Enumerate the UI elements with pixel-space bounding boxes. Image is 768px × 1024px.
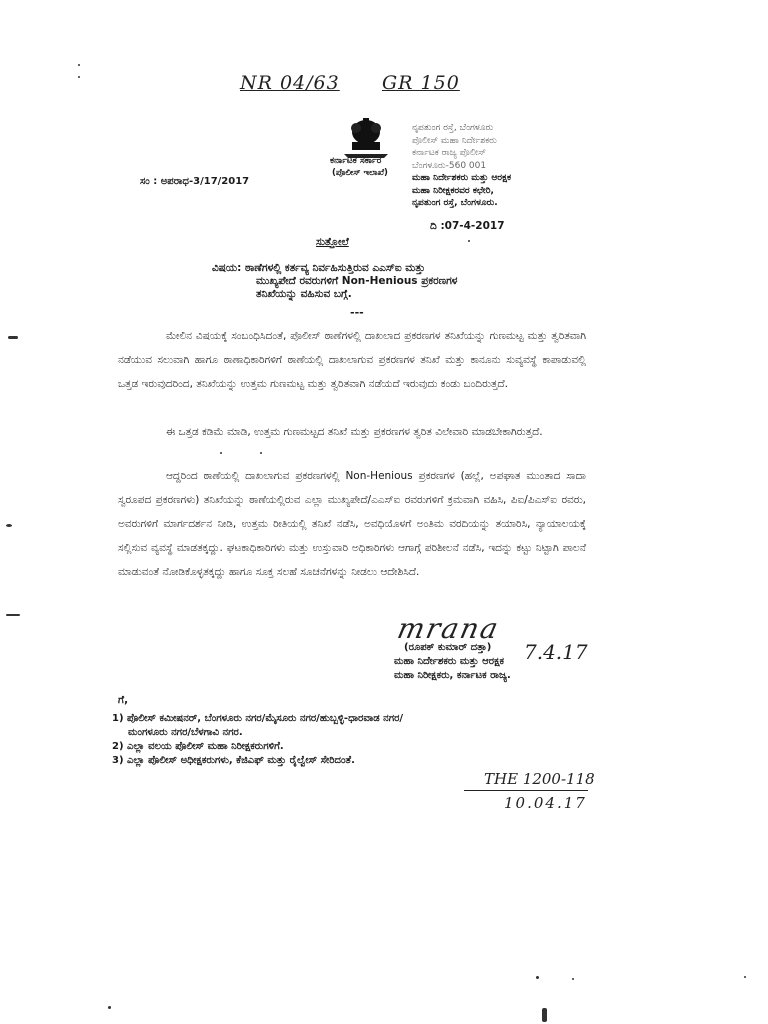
- subject-block: [212, 262, 572, 301]
- subject-line: ತನಿಖೆಯನ್ನು ವಹಿಸುವ ಬಗ್ಗೆ.: [256, 288, 352, 300]
- signatory-name: (ರೂಪಕ್ ಕುಮಾರ್ ದತ್ತಾ): [404, 642, 492, 653]
- distribution-heading: ಗೆ,: [118, 694, 129, 706]
- scan-speck: [108, 1006, 111, 1009]
- emblem-caption-1: ಕರ್ನಾಟಕ ಸರ್ಕಾರ: [330, 156, 382, 166]
- scan-speck: [542, 1008, 547, 1022]
- receipt-underline: [464, 790, 588, 791]
- scan-speck: [536, 976, 539, 979]
- file-ref-nr: NR 04/63: [240, 72, 340, 94]
- paragraph-2: ಈ ಒತ್ತಡ ಕಡಿಮೆ ಮಾಡಿ, ಉತ್ತಮ ಗುಣಮಟ್ಟದ ತನಿಖೆ ಮತ್ತು ಪ್ರಕರಣಗಳ ತ್ವರಿತ ವಿಲೇವಾರಿ ಮಾಡಬೇಕಾಗಿರುತ್ತದೆ.: [166, 426, 543, 438]
- distribution-list: [112, 712, 542, 768]
- reference-number: ಸಂ : ಅಪರಾಧ-3/17/2017: [140, 176, 250, 187]
- scan-speck: [8, 336, 18, 339]
- address-line: ಮಹಾ ನಿರೀಕ್ಷಕರವರ ಕಛೇರಿ,: [412, 185, 494, 196]
- scan-speck: [744, 976, 746, 978]
- distribution-item: 2) ಎಲ್ಲಾ ವಲಯ ಪೊಲೀಸ್ ಮಹಾ ನಿರೀಕ್ಷಕರುಗಳಿಗೆ.: [112, 741, 284, 752]
- scan-speck: [468, 240, 470, 242]
- scan-speck: [78, 76, 80, 78]
- circular-heading: ಸುತ್ತೋಲೆ: [316, 236, 349, 248]
- paragraph-1: ಮೇಲಿನ ವಿಷಯಕ್ಕೆ ಸಂಬಂಧಿಸಿದಂತೆ, ಪೊಲೀಸ್ ಠಾಣೆಗಳಲ್ಲಿ ದಾಖಲಾದ ಪ್ರಕರಣಗಳ ತನಿಖೆಯನ್ನು ಗುಣಮಟ್ಟ ಮತ್ತು ತ್ವರಿತವಾಗಿ ನಡೆಯುವ ಸಲುವಾಗಿ ಹಾಗೂ ಠಾಣಾಧಿಕಾರಿಗಳಿಗೆ ಠಾಣೆಯಲ್ಲಿ ದಾಖಲಾಗುವ ಪ್ರಕರಣಗಳ ತನಿಖೆ ಮತ್ತು ಕಾನೂನು ಸುವ್ಯವಸ್ಥೆ ಕಾಪಾಡುವಲ್ಲಿ ಒತ್ತಡ ಇರುವುದರಿಂದ, ತನಿಖೆಯನ್ನು ಉತ್ತಮ ಗುಣಮಟ್ಟ ಮತ್ತು ತ್ವರಿತವಾಗಿ ನಡೆಯದೆ ಇರುವುದು ಕಂಡು ಬಂದಿರುತ್ತದೆ.: [118, 330, 586, 390]
- distribution-item: 3) ಎಲ್ಲಾ ಪೊಲೀಸ್ ಅಧೀಕ್ಷಕರುಗಳು, ಕೆಜಿಎಫ್ ಮತ್ತು ರೈಲ್ವೇಸ್ ಸೇರಿದಂತೆ.: [112, 755, 355, 766]
- signatory-designation: ಮಹಾ ನಿರ್ದೇಶಕರು ಮತ್ತು ಆರಕ್ಷಕ: [394, 656, 504, 667]
- paragraph-3: ಆದ್ದರಿಂದ ಠಾಣೆಯಲ್ಲಿ ದಾಖಲಾಗುವ ಪ್ರಕರಣಗಳಲ್ಲಿ Non-Henious ಪ್ರಕರಣಗಳ (ಹಲ್ಲೆ, ಅಪಘಾತ ಮುಂತಾದ ಸಾದಾ ಸ್ವರೂಪದ ಪ್ರಕರಣಗಳು) ತನಿಖೆಯನ್ನು ಠಾಣೆಯಲ್ಲಿರುವ ಎಲ್ಲಾ ಮುಖ್ಯಪೇದೆ/ಎಎಸ್‌ಐ ರವರುಗಳಿಗೆ ಕ್ರಮವಾಗಿ ವಹಿಸಿ, ಪಿಐ/ಪಿಎಸ್‌ಐ ರವರು, ಅವರುಗಳಿಗೆ ಮಾರ್ಗದರ್ಶನ ನೀಡಿ, ಉತ್ತಮ ರೀತಿಯಲ್ಲಿ ತನಿಖೆ ನಡೆಸಿ, ಅವಧಿಯೊಳಗೆ ಅಂತಿಮ ವರದಿಯನ್ನು ತಯಾರಿಸಿ, ನ್ಯಾಯಾಲಯಕ್ಕೆ ಸಲ್ಲಿಸುವ ವ್ಯವಸ್ಥೆ ಮಾಡತಕ್ಕದ್ದು. ಘಟಕಾಧಿಕಾರಿಗಳು ಮತ್ತು ಉಸ್ತುವಾರಿ ಅಧಿಕಾರಿಗಳು ಆಗಾಗ್ಗೆ ಪರಿಶೀಲನೆ ನಡೆಸಿ, ಇದನ್ನು ಕಟ್ಟು ನಿಟ್ಟಾಗಿ ಪಾಲನೆ ಮಾಡುವಂತೆ ನೋಡಿಕೊಳ್ಳತಕ್ಕದ್ದು ಹಾಗೂ ಸೂಕ್ತ ಸಲಹೆ ಸೂಚನೆಗಳನ್ನು ನೀಡಲು ಆದೇಶಿಸಿದೆ.: [118, 470, 586, 578]
- receipt-note-2: 10.04.17: [504, 794, 587, 812]
- scan-speck: [260, 452, 262, 454]
- scan-speck: [78, 64, 80, 66]
- signature-scribble: mrana: [394, 612, 503, 645]
- distribution-item: ಮಂಗಳೂರು ನಗರ/ಬೆಳಗಾವಿ ನಗರ.: [128, 727, 243, 738]
- office-address: [412, 122, 622, 210]
- scan-speck: [220, 452, 222, 454]
- scan-speck: [6, 524, 12, 527]
- subject-line: ವಿಷಯ: ಠಾಣೆಗಳಲ್ಲಿ ಕರ್ತವ್ಯ ನಿರ್ವಹಿಸುತ್ತಿರುವ ಎಎಸ್‌ಐ ಮತ್ತು: [212, 262, 426, 274]
- scan-speck: [572, 978, 574, 980]
- address-line: ನೃಪತುಂಗ ರಸ್ತೆ, ಬೆಂಗಳೂರು: [412, 123, 494, 133]
- separator: ---: [350, 306, 364, 319]
- scan-speck: [6, 614, 20, 616]
- document-date: ದಿ :07-4-2017: [430, 220, 505, 232]
- emblem-caption-2: (ಪೊಲೀಸ್ ಇಲಾಖೆ): [332, 168, 388, 178]
- state-emblem-icon: [334, 114, 398, 158]
- address-line: ಮಹಾ ನಿರ್ದೇಶಕರು ಮತ್ತು ಆರಕ್ಷಕ: [412, 173, 511, 183]
- state-emblem: [334, 114, 398, 158]
- address-line: ಕರ್ನಾಟಕ ರಾಜ್ಯ ಪೊಲೀಸ್: [412, 148, 486, 158]
- file-ref-gr: GR 150: [382, 72, 460, 94]
- subject-line: ಮುಖ್ಯಪೇದೆ ರವರುಗಳಿಗೆ Non-Henious ಪ್ರಕರಣಗಳ: [256, 275, 458, 287]
- address-line: ಪೊಲೀಸ್ ಮಹಾ ನಿರ್ದೇಶಕರು: [412, 135, 497, 146]
- address-line: ನೃಪತುಂಗ ರಸ್ತೆ, ಬೆಂಗಳೂರು.: [412, 198, 498, 208]
- distribution-item: 1) ಪೊಲೀಸ್ ಕಮೀಷನರ್, ಬೆಂಗಳೂರು ನಗರ/ಮೈಸೂರು ನಗರ/ಹುಬ್ಬಳ್ಳಿ-ಧಾರವಾಡ ನಗರ/: [112, 713, 404, 724]
- signature-date: 7.4.17: [524, 640, 588, 664]
- receipt-note-1: THE 1200-118: [484, 770, 595, 788]
- signatory-designation-2: ಮಹಾ ನಿರೀಕ್ಷಕರು, ಕರ್ನಾಟಕ ರಾಜ್ಯ.: [394, 670, 511, 681]
- address-line: ಬೆಂಗಳೂರು-560 001: [412, 160, 487, 171]
